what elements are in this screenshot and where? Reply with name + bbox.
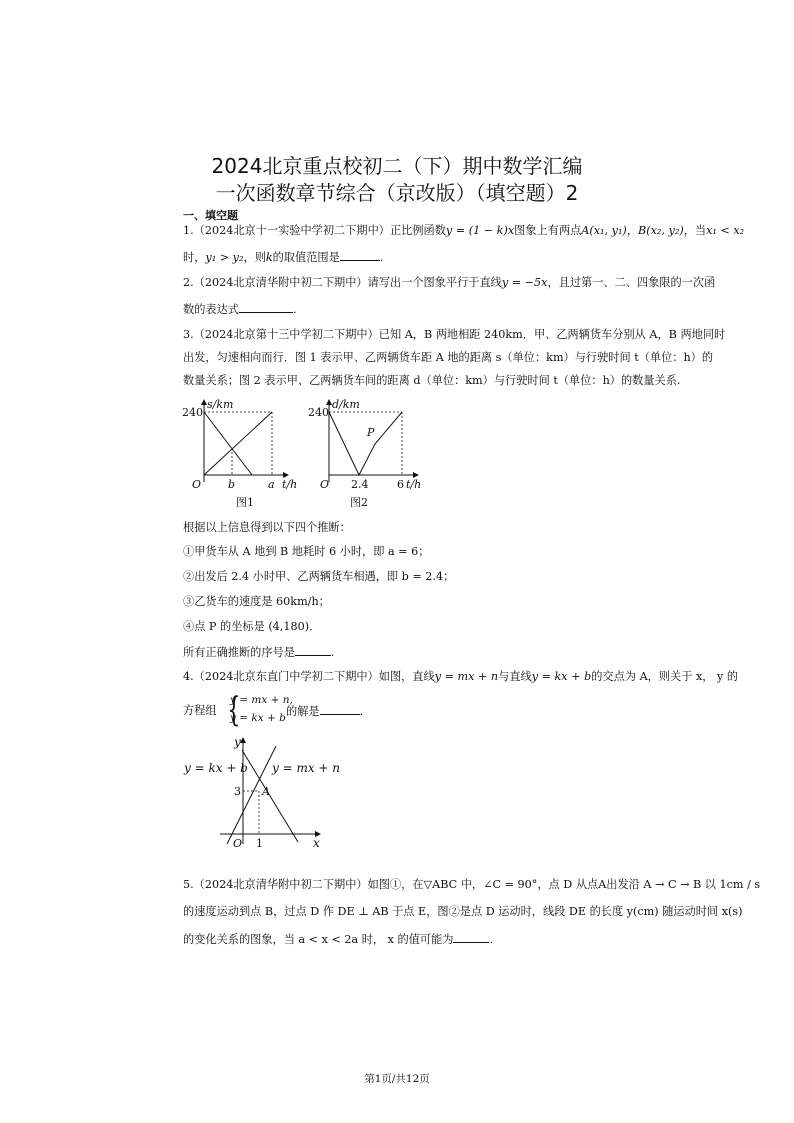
fig1-b-label: b [228, 478, 236, 491]
doc-title-line2: 一次函数章节综合（京改版）（填空题）2 [215, 181, 579, 205]
q3-figure2 [300, 396, 420, 516]
answer-blank[interactable] [295, 645, 331, 656]
fig2-y240: 240 [308, 406, 329, 419]
fig1-ylabel: s/km [207, 398, 234, 411]
fig4-three-label: 3 [234, 785, 241, 798]
q3-ask: 所有正确推断的序号是 . [183, 646, 335, 659]
fig2-xlabel: t/h [406, 478, 422, 491]
page-footer: 第1页/共12页 [364, 1073, 430, 1085]
fig2-origin: O [320, 478, 330, 491]
fig2-x6: 6 [397, 478, 404, 491]
q3-figure1 [180, 396, 300, 516]
q3-inference-4: ④点 P 的坐标是 (4,180)． [183, 620, 321, 633]
q4-figure [180, 732, 340, 852]
q3-intro: 根据以上信息得到以下四个推断： [183, 521, 351, 534]
q5-line3: 的变化关系的图象，当 a < x < 2a 时， x 的值可能为 . [183, 933, 494, 946]
fig1-line-jia [204, 412, 272, 475]
q2-line2: 数的表达式 . [183, 303, 297, 316]
doc-title-line1: 2024北京重点校初二（下）期中数学汇编 [211, 154, 583, 178]
fig4-one-label: 1 [256, 837, 263, 850]
q3-line1: 3.（2024北京第十三中学初二下期中）已知 A，B 两地相距 240km．甲、乙两辆货车分别从 A，B 两地同时 [183, 328, 726, 341]
q5-line2: 的速度运动到点 B，过点 D 作 DE ⊥ AB 于点 E，图②是点 D 运动时，线段 DE 的长度 y(cm) 随运动时间 x(s) [183, 905, 743, 918]
answer-blank[interactable] [320, 704, 360, 715]
q1-line2: 时，y₁ > y₂，则k的取值范围是 . [183, 251, 384, 264]
section-heading: 一、填空题 [183, 209, 238, 222]
fig1-y240: 240 [182, 406, 203, 419]
fig4-label-right: y = mx + n [272, 761, 341, 775]
fig2-x24: 2.4 [351, 478, 369, 491]
fig2-caption: 图2 [350, 496, 368, 509]
q4-line1: 4.（2024北京东直门中学初二下期中）如图，直线y = mx + n与直线y = kx + b的交点为 A，则关于 x， y 的 [183, 670, 739, 683]
fig2-point-p: P [367, 426, 375, 439]
fig1-origin: O [192, 478, 202, 491]
q3-line2: 出发，匀速相向而行．图 1 表示甲、乙两辆货车距 A 地的距离 s（单位：km）与行驶时间 t（单位：h）的 [183, 351, 714, 364]
fig4-origin: O [233, 837, 243, 850]
fig1-line-yi [204, 412, 252, 475]
fig4-label-left: y = kx + b [184, 761, 248, 775]
fig2-distance-line [329, 412, 402, 475]
fig2-ylabel: d/km [332, 398, 360, 411]
q3-inference-3: ③乙货车的速度是 60km/h； [183, 595, 330, 608]
fig4-x-label: x [313, 836, 320, 850]
fig1-xlabel: t/h [282, 478, 298, 491]
q3-inference-1: ①甲货车从 A 地到 B 地耗时 6 小时，即 a = 6； [183, 545, 430, 558]
fig4-y-label: y [234, 735, 241, 749]
q4-system-eq1: y = mx + n, [230, 694, 293, 706]
q2-line1: 2.（2024北京清华附中初二下期中）请写出一个图象平行于直线y = −5x，且过第一、二、四象限的一次函 [183, 276, 716, 289]
q5-line1: 5.（2024北京清华附中初二下期中）如图①，在▽ABC 中，∠C = 90°，点 D 从点A出发沿 A → C → B 以 1cm / s [183, 878, 761, 891]
q4-system-eq2: y = kx + b [230, 712, 286, 724]
fig1-a-label: a [268, 478, 275, 491]
q1-equation: y = (1 − k)x [445, 224, 515, 237]
q3-line3: 数量关系；图 2 表示甲、乙两辆货车间的距离 d（单位：km）与行驶时间 t（单位：h）的数量关系. [183, 374, 681, 387]
q4-line2a: 方程组 [183, 704, 217, 717]
q3-inference-2: ②出发后 2.4 小时甲、乙两辆货车相遇，即 b = 2.4； [183, 570, 455, 583]
answer-blank[interactable] [340, 250, 380, 261]
q4-line2b: 的解是 . [286, 705, 364, 718]
q1-line1: 1.（2024北京十一实验中学初二下期中）正比例函数y = (1 − k)x图象上有两点A(x₁, y₁)，B(x₂, y₂)，当x₁ < x₂ [183, 224, 745, 237]
fig4-point-a: A [262, 785, 270, 798]
answer-blank[interactable] [239, 302, 293, 313]
fig1-caption: 图1 [236, 496, 254, 509]
answer-blank[interactable] [453, 932, 489, 943]
q4-system-brace: { [227, 690, 241, 730]
